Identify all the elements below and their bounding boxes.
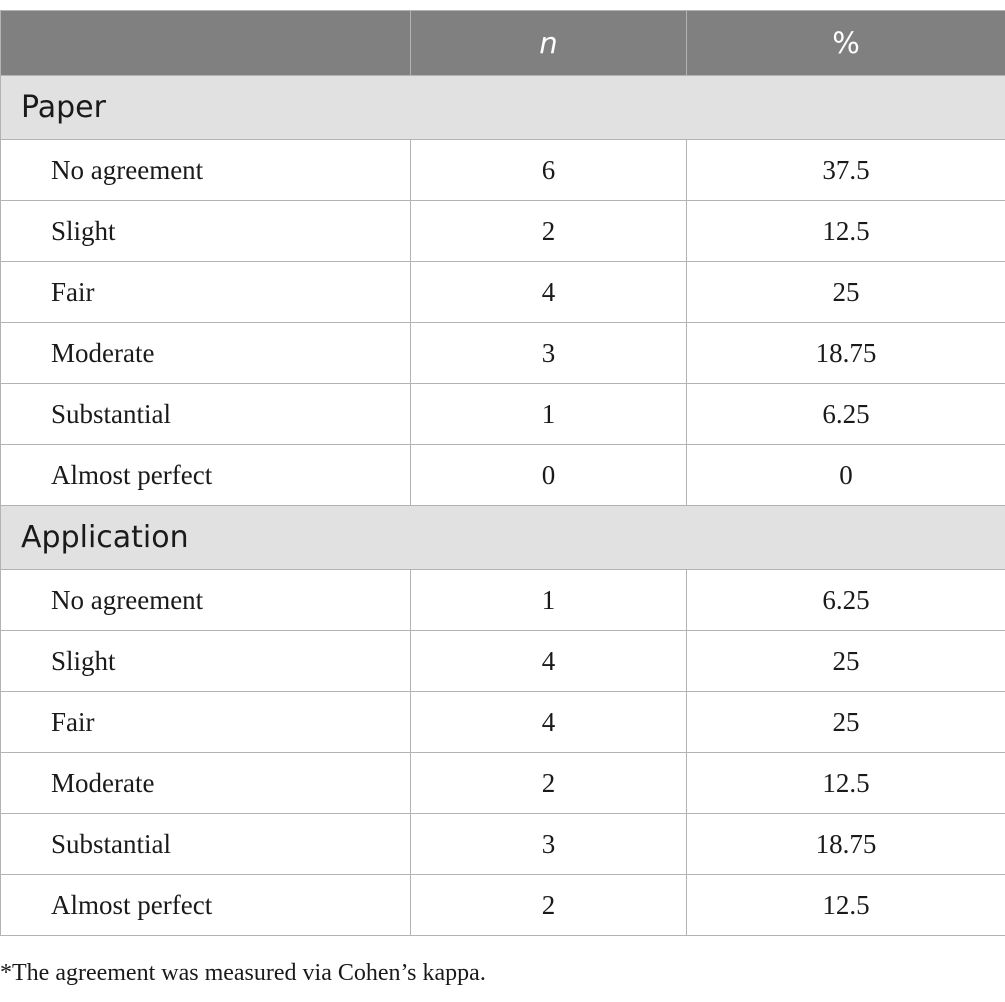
row-percent: 25 bbox=[687, 692, 1005, 753]
row-n: 2 bbox=[411, 875, 687, 936]
header-cell-percent: % bbox=[687, 11, 1005, 76]
row-label: No agreement bbox=[1, 570, 411, 631]
row-percent: 37.5 bbox=[687, 140, 1005, 201]
row-n: 1 bbox=[411, 384, 687, 445]
row-n: 2 bbox=[411, 201, 687, 262]
row-percent: 18.75 bbox=[687, 323, 1005, 384]
table-footnote: *The agreement was measured via Cohen’s kappa. bbox=[0, 960, 486, 986]
header-cell-category bbox=[1, 11, 411, 76]
table-row bbox=[1, 323, 1005, 384]
row-n: 4 bbox=[411, 631, 687, 692]
row-label: Slight bbox=[1, 201, 411, 262]
header-cell-n: n bbox=[411, 11, 687, 76]
row-percent: 6.25 bbox=[687, 384, 1005, 445]
row-percent: 6.25 bbox=[687, 570, 1005, 631]
table-row bbox=[1, 140, 1005, 201]
table-row bbox=[1, 201, 1005, 262]
row-percent: 18.75 bbox=[687, 814, 1005, 875]
row-label: No agreement bbox=[1, 140, 411, 201]
table-row bbox=[1, 692, 1005, 753]
table-row bbox=[1, 631, 1005, 692]
section-title: Application bbox=[1, 506, 1005, 570]
table-row bbox=[1, 875, 1005, 936]
row-n: 0 bbox=[411, 445, 687, 506]
row-label: Moderate bbox=[1, 753, 411, 814]
section-row-paper bbox=[1, 76, 1005, 140]
row-n: 4 bbox=[411, 262, 687, 323]
row-label: Fair bbox=[1, 692, 411, 753]
row-n: 1 bbox=[411, 570, 687, 631]
row-label: Almost perfect bbox=[1, 445, 411, 506]
row-n: 6 bbox=[411, 140, 687, 201]
row-n: 4 bbox=[411, 692, 687, 753]
table-row bbox=[1, 570, 1005, 631]
table-row bbox=[1, 753, 1005, 814]
row-label: Almost perfect bbox=[1, 875, 411, 936]
row-n: 2 bbox=[411, 753, 687, 814]
section-title: Paper bbox=[1, 76, 1005, 140]
table-row bbox=[1, 814, 1005, 875]
row-percent: 25 bbox=[687, 631, 1005, 692]
row-label: Fair bbox=[1, 262, 411, 323]
row-percent: 0 bbox=[687, 445, 1005, 506]
row-label: Substantial bbox=[1, 384, 411, 445]
table-row bbox=[1, 445, 1005, 506]
table-row bbox=[1, 262, 1005, 323]
row-percent: 25 bbox=[687, 262, 1005, 323]
row-n: 3 bbox=[411, 814, 687, 875]
section-row-application bbox=[1, 506, 1005, 570]
row-label: Substantial bbox=[1, 814, 411, 875]
table-row bbox=[1, 384, 1005, 445]
row-percent: 12.5 bbox=[687, 753, 1005, 814]
row-percent: 12.5 bbox=[687, 875, 1005, 936]
row-label: Slight bbox=[1, 631, 411, 692]
row-n: 3 bbox=[411, 323, 687, 384]
header-row bbox=[1, 11, 1005, 76]
agreement-table bbox=[0, 10, 1005, 936]
row-percent: 12.5 bbox=[687, 201, 1005, 262]
row-label: Moderate bbox=[1, 323, 411, 384]
